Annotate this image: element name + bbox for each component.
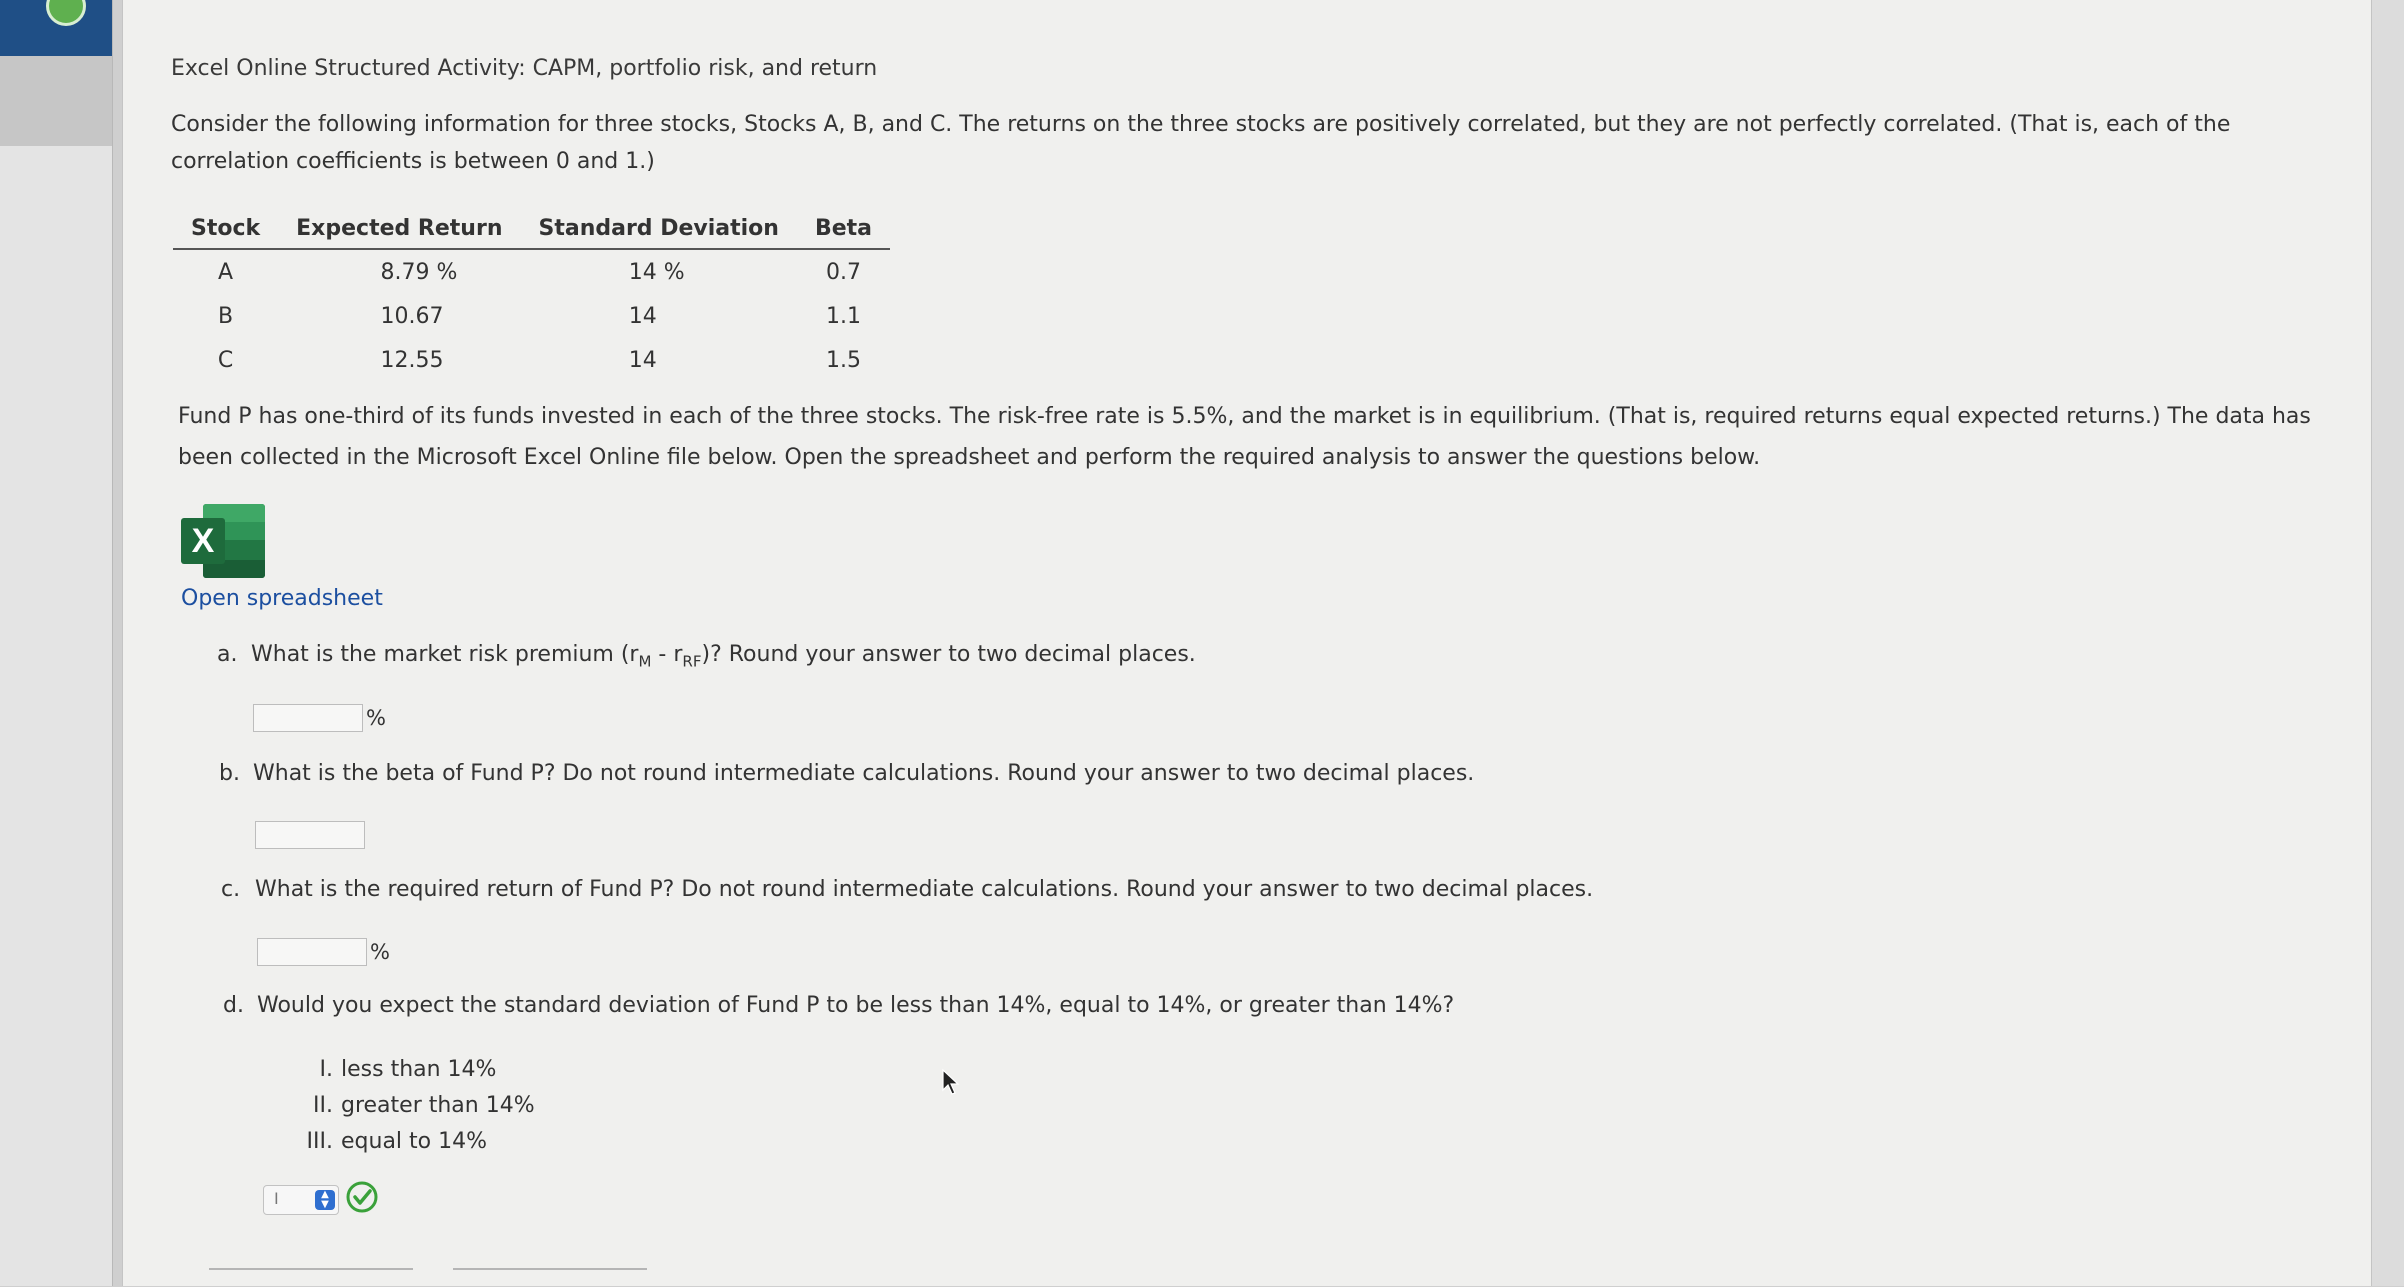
question-c-letter: c. xyxy=(221,877,241,902)
cell-expected-return: 12.55 xyxy=(380,347,444,373)
cell-stock: A xyxy=(218,259,234,285)
cell-beta: 1.5 xyxy=(825,347,861,373)
table-row xyxy=(173,249,890,294)
cell-stock: C xyxy=(217,347,234,373)
answer-a-input[interactable] xyxy=(253,704,363,732)
question-b xyxy=(219,761,1474,786)
cell-beta: 1.1 xyxy=(825,303,861,329)
cell-stock: B xyxy=(218,303,234,329)
question-a xyxy=(217,642,1196,670)
cell-std-dev: 14 xyxy=(628,347,657,373)
option-i: I. less than 14% xyxy=(319,1057,497,1082)
answer-d-select[interactable] xyxy=(263,1185,339,1215)
question-a-sub-m: M xyxy=(638,652,652,671)
question-a-text-after: )? Round your answer to two decimal places. xyxy=(701,642,1196,667)
up-down-arrows-icon[interactable]: ▲ ▼ xyxy=(315,1190,335,1210)
excel-icon[interactable] xyxy=(181,504,265,578)
sidebar-header xyxy=(0,0,112,56)
cell-beta: 0.7 xyxy=(825,259,861,285)
stocks-table xyxy=(173,208,890,382)
intro-paragraph: Consider the following information for three stocks, Stocks A, B, and C. The returns on the three stocks are positively correlated, but they are not perfectly correlated. (That is, each of the correlation coefficients is between 0 and 1.) xyxy=(171,112,2231,174)
left-sidebar xyxy=(0,0,113,1286)
header-beta: Beta xyxy=(797,208,890,249)
open-spreadsheet-link[interactable]: Open spreadsheet xyxy=(181,586,383,611)
answer-c-input[interactable] xyxy=(257,938,367,966)
question-a-letter: a. xyxy=(217,642,238,667)
table-header-row xyxy=(173,208,890,249)
mouse-pointer-icon xyxy=(941,1068,961,1096)
cell-expected-return: 8.79 % xyxy=(380,259,458,285)
question-d-options xyxy=(279,1052,535,1160)
cell-std-dev: 14 xyxy=(628,303,657,329)
answer-a-unit: % xyxy=(366,706,386,730)
status-dot-icon[interactable] xyxy=(46,0,86,26)
table-row xyxy=(173,294,890,338)
cell-std-dev: 14 % xyxy=(628,259,685,285)
question-d-text: Would you expect the standard deviation of Fund P to be less than 14%, equal to 14%, or greater than 14%? xyxy=(257,993,1455,1018)
answer-b-input[interactable] xyxy=(255,821,365,849)
bottom-divider xyxy=(209,1268,647,1287)
check-circle-icon xyxy=(345,1180,379,1214)
question-c-text: What is the required return of Fund P? Do not round intermediate calculations. Round your answer to two decimal places. xyxy=(255,877,1594,902)
table-row xyxy=(173,338,890,382)
question-a-sub-rf: RF xyxy=(682,652,702,671)
fund-p-paragraph: Fund P has one-third of its funds invested in each of the three stocks. The risk-free rate is 5.5%, and the market is in equilibrium. (That is, required returns equal expected returns.) The data has been collected in the Microsoft Excel Online file below. Open the spreadsheet and perform the required analysis to answer the questions below. xyxy=(178,404,2311,470)
question-panel xyxy=(122,0,2372,1286)
right-gutter xyxy=(2372,0,2404,1286)
question-c xyxy=(221,877,1593,902)
cell-expected-return: 10.67 xyxy=(380,303,444,329)
question-d xyxy=(223,993,1454,1018)
header-expected-return: Expected Return xyxy=(278,208,520,249)
activity-title: Excel Online Structured Activity: CAPM, portfolio risk, and return xyxy=(171,56,878,81)
header-standard-deviation: Standard Deviation xyxy=(520,208,796,249)
sidebar-band xyxy=(0,56,112,146)
question-b-letter: b. xyxy=(219,761,240,786)
option-ii: II. greater than 14% xyxy=(313,1093,535,1118)
option-iii: III. equal to 14% xyxy=(306,1129,488,1154)
header-stock: Stock xyxy=(173,208,278,249)
answer-d-selected-value: I xyxy=(274,1189,279,1208)
question-b-text: What is the beta of Fund P? Do not round intermediate calculations. Round your answer to two decimal places. xyxy=(253,761,1475,786)
answer-c-unit: % xyxy=(370,940,390,964)
question-a-text-mid: - r xyxy=(651,642,683,667)
question-d-letter: d. xyxy=(223,993,244,1018)
question-a-text-before: What is the market risk premium (r xyxy=(251,642,639,667)
excel-badge: X xyxy=(181,518,225,564)
